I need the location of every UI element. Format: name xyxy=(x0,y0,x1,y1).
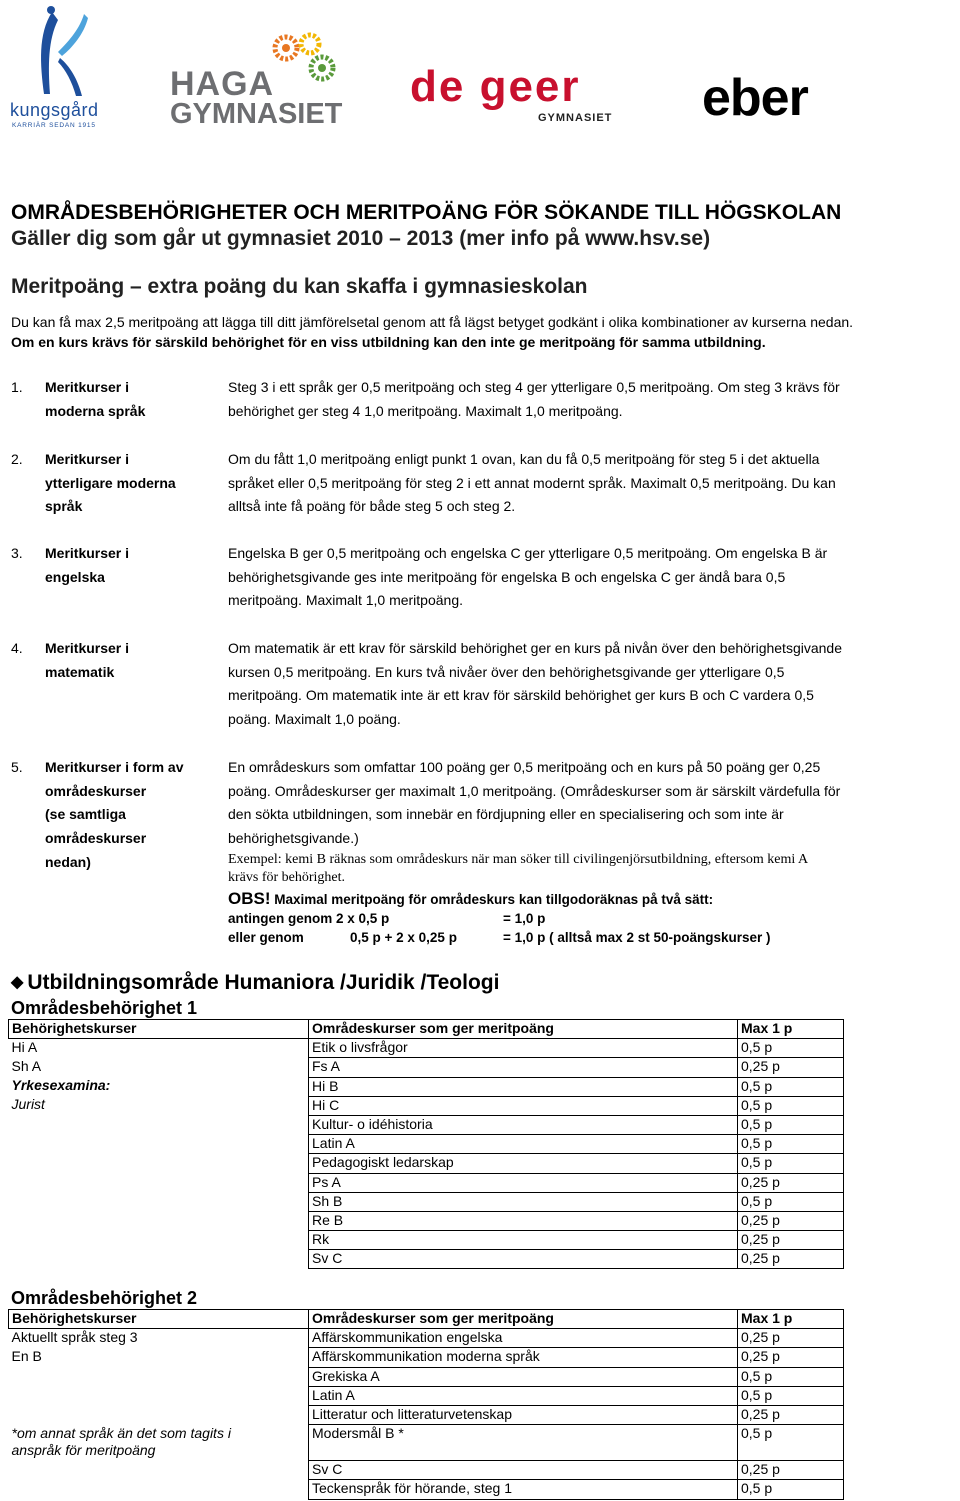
table-row xyxy=(9,1173,844,1192)
table-row xyxy=(9,1348,844,1367)
table-row xyxy=(9,1480,844,1499)
diamond-bullet-icon: ◆ xyxy=(11,974,24,991)
behorighet-cell: En B xyxy=(9,1348,309,1367)
points-cell: 0,25 p xyxy=(738,1173,844,1192)
obs-label: OBS! xyxy=(228,888,271,908)
table-row xyxy=(9,1231,844,1250)
table-row xyxy=(9,1192,844,1211)
table-row xyxy=(9,1461,844,1480)
eber-logo xyxy=(702,70,832,130)
haga-line2: GYMNASIET xyxy=(170,98,343,130)
points-cell: 0,5 p xyxy=(738,1386,844,1405)
table-row xyxy=(9,1250,844,1269)
course-cell: Kultur- o idéhistoria xyxy=(309,1115,738,1134)
points-cell: 0,5 p xyxy=(738,1039,844,1058)
merit-item-4 xyxy=(11,637,951,733)
obs-note xyxy=(228,889,948,909)
points-cell: 0,25 p xyxy=(738,1231,844,1250)
column-header: Max 1 p xyxy=(738,1310,844,1329)
item-number: 5. xyxy=(11,759,23,775)
behorighet-cell xyxy=(9,1154,309,1173)
kungsgard-logo xyxy=(8,4,108,130)
table-header-row xyxy=(9,1310,844,1329)
course-cell: Sv C xyxy=(309,1461,738,1480)
item-number: 2. xyxy=(11,451,23,467)
intro-line-2: Om en kurs krävs för särskild behörighet för en viss utbildning kan den inte ge meritpoäng för samma utbildning. xyxy=(11,334,766,350)
column-header: Behörighetskurser xyxy=(9,1310,309,1329)
table-row xyxy=(9,1386,844,1405)
kungsgard-k-icon xyxy=(8,4,108,104)
behorighet-cell xyxy=(9,1211,309,1230)
behorighet-cell xyxy=(9,1367,309,1386)
footnote-line-1: *om annat språk än det som tagits i xyxy=(11,1424,231,1441)
haga-line1: HAGA xyxy=(170,65,275,103)
behorighet-cell xyxy=(9,1461,309,1480)
behorighet-cell xyxy=(9,1115,309,1134)
area-title: ◆ Utbildningsområde Humaniora /Juridik /Teologi xyxy=(11,971,500,994)
item-description: Engelska B ger 0,5 meritpoäng och engelska C ger ytterligare 0,5 meritpoäng. Om engelska B är behörighetsgivande ges inte meritpoäng för engelska B och engelska C ger ändå bara 0,5 meritpoäng. Maximalt 1,0 meritpoäng. xyxy=(228,545,828,609)
degeer-tagline: GYMNASIET xyxy=(538,112,613,124)
item-label: Meritkurser i form av områdeskurser (se samtliga områdeskurser nedan) xyxy=(45,759,184,870)
merit-item-1 xyxy=(11,376,951,424)
logo-bar xyxy=(0,0,960,140)
behorighet-2-title: Områdesbehörighet 2 xyxy=(11,1288,198,1308)
column-header: Behörighetskurser xyxy=(9,1020,309,1039)
obs-row-1: antingen genom 2 x 0,5 p = 1,0 p xyxy=(228,910,546,926)
example-note-line-1: Exempel: kemi B räknas som områdeskurs när man söker till civilingenjörsutbildning, eftersom kemi A xyxy=(228,851,809,867)
behorighet-cell: Hi A xyxy=(9,1039,309,1058)
course-cell: Modersmål B * xyxy=(309,1425,738,1461)
points-cell: 0,25 p xyxy=(738,1058,844,1077)
table-row xyxy=(9,1425,844,1461)
behorighet-cell: Sh A xyxy=(9,1058,309,1077)
degeer-logo xyxy=(410,62,635,130)
table-row xyxy=(9,1058,844,1077)
behorighet-1-title: Områdesbehörighet 1 xyxy=(11,998,198,1018)
haga-logo xyxy=(170,30,370,130)
item-label: Meritkurser i engelska xyxy=(45,545,130,585)
course-cell: Fs A xyxy=(309,1058,738,1077)
course-cell: Re B xyxy=(309,1211,738,1230)
points-cell: 0,5 p xyxy=(738,1367,844,1386)
course-cell: Latin A xyxy=(309,1386,738,1405)
obs-text: Maximal meritpoäng för områdeskurs kan tillgodoräknas på två sätt: xyxy=(270,891,714,907)
page-subtitle: Gäller dig som går ut gymnasiet 2010 – 2013 (mer info på www.hsv.se) xyxy=(11,227,711,250)
course-cell: Sv C xyxy=(309,1250,738,1269)
points-cell: 0,25 p xyxy=(738,1405,844,1424)
behorighet-1-table xyxy=(8,1019,844,1269)
behorighet-cell xyxy=(9,1250,309,1269)
item-number: 3. xyxy=(11,545,23,561)
behorighet-cell xyxy=(9,1192,309,1211)
obs-row-2: eller genom 0,5 p + 2 x 0,25 p = 1,0 p ( alltså max 2 st 50-poängskurser ) xyxy=(228,929,771,945)
points-cell: 0,5 p xyxy=(738,1480,844,1499)
behorighet-2-table xyxy=(8,1309,844,1500)
points-cell: 0,5 p xyxy=(738,1135,844,1154)
points-cell: 0,5 p xyxy=(738,1192,844,1211)
points-cell: 0,25 p xyxy=(738,1461,844,1480)
eber-name: eber xyxy=(702,69,808,127)
course-cell: Hi B xyxy=(309,1077,738,1096)
behorighet-cell xyxy=(9,1405,309,1424)
course-cell: Litteratur och litteraturvetenskap xyxy=(309,1405,738,1424)
table-row xyxy=(9,1405,844,1424)
behorighet-cell: Jurist xyxy=(9,1096,309,1115)
merit-item-3 xyxy=(11,542,951,614)
item-label: Meritkurser i matematik xyxy=(45,640,130,680)
table-row xyxy=(9,1367,844,1386)
table-row xyxy=(9,1096,844,1115)
intro-line-1: Du kan få max 2,5 meritpoäng att lägga till ditt jämförelsetal genom att få lägst betyget godkänt i olika kombinationer av kurserna nedan. xyxy=(11,314,854,330)
page-title: OMRÅDESBEHÖRIGHETER OCH MERITPOÄNG FÖR SÖKANDE TILL HÖGSKOLAN xyxy=(11,201,842,224)
example-note-line-2: krävs för behörighet. xyxy=(228,869,346,885)
points-cell: 0,25 p xyxy=(738,1329,844,1348)
kungsgard-tagline: KARRIÄR SEDAN 1915 xyxy=(12,122,96,129)
table-row xyxy=(9,1211,844,1230)
points-cell: 0,25 p xyxy=(738,1250,844,1269)
item-label: Meritkurser i ytterligare moderna språk xyxy=(45,451,176,515)
merit-item-2 xyxy=(11,448,951,520)
points-cell: 0,5 p xyxy=(738,1115,844,1134)
table-row xyxy=(9,1039,844,1058)
item-number: 1. xyxy=(11,379,23,395)
course-cell: Affärskommunikation moderna språk xyxy=(309,1348,738,1367)
table-row xyxy=(9,1077,844,1096)
course-cell: Etik o livsfrågor xyxy=(309,1039,738,1058)
item-description: Om du fått 1,0 meritpoäng enligt punkt 1 ovan, kan du få 0,5 meritpoäng för steg 5 i det aktuella språket eller 0,5 meritpoäng för steg 2 i ett annat modernt språk. Maximalt 0,5 meritpoäng. Du kan alltså inte få poäng för både steg 5 och steg 2. xyxy=(228,451,836,515)
points-cell: 0,5 p xyxy=(738,1096,844,1115)
course-cell: Affärskommunikation engelska xyxy=(309,1329,738,1348)
column-header: Max 1 p xyxy=(738,1020,844,1039)
merit-title: Meritpoäng – extra poäng du kan skaffa i gymnasieskolan xyxy=(11,275,588,298)
points-cell: 0,5 p xyxy=(738,1077,844,1096)
item-number: 4. xyxy=(11,640,23,656)
behorighet-cell xyxy=(9,1231,309,1250)
haga-gears-icon xyxy=(266,30,356,100)
behorighet-cell xyxy=(9,1135,309,1154)
item-description: Steg 3 i ett språk ger 0,5 meritpoäng och steg 4 ger ytterligare 0,5 meritpoäng. Om steg 3 krävs för behörighet ger steg 4 1,0 meritpoäng. Maximalt 1,0 meritpoäng. xyxy=(228,379,840,419)
table-row xyxy=(9,1154,844,1173)
table-row xyxy=(9,1115,844,1134)
points-cell: 0,5 p xyxy=(738,1425,844,1461)
item-description: En områdeskurs som omfattar 100 poäng ger 0,5 meritpoäng och en kurs på 50 poäng ger 0,25 poäng. Områdeskurser ger maximalt 1,0 meritpoäng. (Områdeskurser som är särskilt värdefulla för den sökta utbildningen, som innebär en fördjupning eller en specialisering och som inte är behörighetsgivande.) Exempel: kemi B räknas som områdeskurs när man söker till civilingenjörsutbildning, eftersom kemi A krävs för behörighet. OBS! Maximal meritpoäng för områdeskurs kan tillgodoräknas på två sätt: antingen genom 2 x 0,5 p = 1,0 p eller genom 0,5 p + 2 x 0,25 p = 1,0 p ( alltså max 2 st 50-poängskurser ) xyxy=(228,756,948,947)
course-cell: Ps A xyxy=(309,1173,738,1192)
item-description: Om matematik är ett krav för särskild behörighet ger en kurs på nivån över den behörighetsgivande kursen 0,5 meritpoäng. En kurs två nivåer över den behörighetsgivande ger ytterligare 0,5 meritpoäng. Om matematik inte är ett krav för särskild behörighet ger kurs B och C vardera 0,5 poäng. Maximalt 1,0 poäng. xyxy=(228,640,842,728)
degeer-name: de geer xyxy=(410,62,581,111)
table-row xyxy=(9,1135,844,1154)
behorighet-cell xyxy=(9,1480,309,1499)
course-cell: Pedagogiskt ledarskap xyxy=(309,1154,738,1173)
behorighet-cell xyxy=(9,1173,309,1192)
item-label: Meritkurser i moderna språk xyxy=(45,379,146,419)
points-cell: 0,25 p xyxy=(738,1211,844,1230)
course-cell: Grekiska A xyxy=(309,1367,738,1386)
table-row xyxy=(9,1329,844,1348)
kungsgard-name: kungsgård xyxy=(10,100,99,120)
behorighet-cell xyxy=(9,1386,309,1405)
table-header-row xyxy=(9,1020,844,1039)
behorighet-cell: Yrkesexamina: xyxy=(9,1077,309,1096)
footnote-line-2: anspråk för meritpoäng xyxy=(11,1441,156,1458)
merit-item-5 xyxy=(11,756,951,952)
behorighet-cell: Aktuellt språk steg 3 xyxy=(9,1329,309,1348)
course-cell: Hi C xyxy=(309,1096,738,1115)
course-cell: Rk xyxy=(309,1231,738,1250)
points-cell: 0,25 p xyxy=(738,1348,844,1367)
course-cell: Sh B xyxy=(309,1192,738,1211)
column-header: Områdeskurser som ger meritpoäng xyxy=(309,1020,738,1039)
course-cell: Teckenspråk för hörande, steg 1 xyxy=(309,1480,738,1499)
course-cell: Latin A xyxy=(309,1135,738,1154)
column-header: Områdeskurser som ger meritpoäng xyxy=(309,1310,738,1329)
points-cell: 0,5 p xyxy=(738,1154,844,1173)
behorighet-cell xyxy=(9,1425,309,1461)
